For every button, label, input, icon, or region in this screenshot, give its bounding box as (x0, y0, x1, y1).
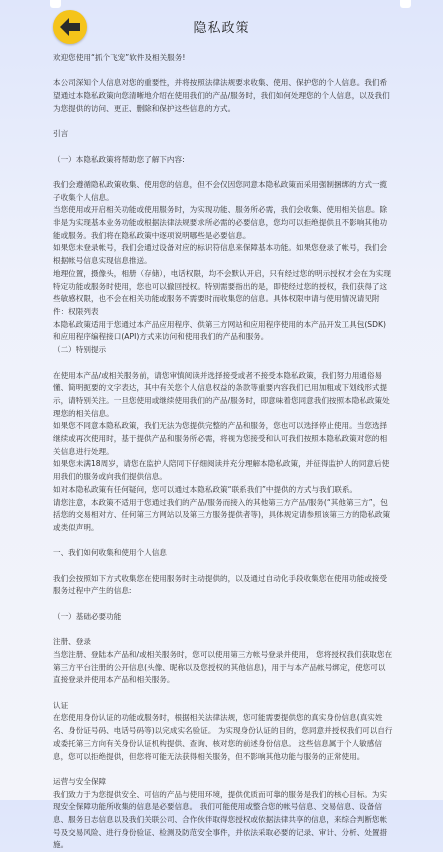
policy-paragraph: 欢迎您使用“抓个飞宠”软件及相关服务! (53, 53, 186, 62)
policy-paragraph: 如果您不同意本隐私政策，我们无法为您提供完整的产品和服务，您也可以选择停止使用。当您选择继续或再次使用时，基于提供产品和服务所必需，将视为您接受和认可我们按照本隐私政策对您的相关信息进行处理。 (53, 421, 388, 456)
status-indicator-right (400, 0, 411, 8)
top-bar (0, 8, 443, 46)
paragraph-spacer (53, 166, 393, 179)
policy-paragraph: 地理位置，摄像头，相册（存储），电话权限，均不会默认开启，只有经过您的明示授权才会在为实现特定功能或服务时使用，您也可以撤回授权。特别需要指出的是，即使经过您的授权，我们获得了这些敏感权限，也不会在相关功能或服务不需要时而收集您的信息。具体权限申请与使用情况请见附件：权限列表 (53, 268, 391, 316)
policy-paragraph: 当您使用或开启相关功能或使用服务时，为实现功能、服务所必需，我们会收集、使用相关信息。除非是为实现基本业务功能或根据法律法规要求所必需的必要信息，您均可以拒绝提供且不影响其他功能或服务。我们将在隐私政策中逐项说明哪些是必要信息。 (53, 205, 388, 240)
paragraph-spacer (53, 560, 393, 573)
policy-paragraph: 引言 (53, 129, 69, 139)
policy-paragraph: 我们会按照如下方式收集您在使用服务时主动提供的，以及通过自动化手段收集您在使用功能或接受服务过程中产生的信息: (53, 573, 388, 596)
paragraph-spacer (53, 598, 393, 611)
policy-paragraph: 当您注册、登陆本产品和/或相关服务时，您可以使用第三方帐号登录并使用， 您将授权我们获取您在第三方平台注册的公开信息(头像、昵称以及您授权的其他信息)，用于与本产品帐号绑定，使您可以直接登录并使用本产品和相关服务。 (53, 649, 393, 685)
policy-paragraph: 注册、登录 (53, 637, 91, 647)
paragraph-spacer (53, 687, 393, 700)
page-title: 隐私政策 (193, 21, 250, 36)
paragraph-spacer (53, 65, 393, 78)
policy-paragraph: （二）特别提示 (53, 345, 107, 355)
paragraph-spacer (53, 763, 393, 776)
paragraph-spacer (53, 624, 393, 637)
paragraph-spacer (53, 535, 393, 548)
paragraph-spacer (53, 116, 393, 129)
policy-paragraph: （一）本隐私政策将帮助您了解下内容: (53, 154, 185, 164)
paragraph-spacer (53, 357, 393, 370)
policy-paragraph: 在您使用身份认证的功能或服务时，根据相关法律法规，您可能需要提供您的真实身份信息(真实姓名、身份证号码、电话号码等)以完成实名验证。 为实现身份认证的目的，您同意并授权我们可以自行或委托第三方向有关身份认证机构提供、查询、核对您的前述身份信息。 这些信息属于个人敏感信息，您可以拒绝提供，但您将可能无法获得相关服务，但不影响其他功能与服务的正常使用。 (53, 713, 393, 761)
policy-paragraph: 如果您未登录帐号，我们会通过设备对应的标识符信息来保障基本功能。如果您登录了帐号，我们会根据帐号信息实现信息推送。 (53, 243, 388, 266)
policy-paragraph: 本公司深知个人信息对您的重要性，并将按照法律法规要求收集、使用、保护您的个人信息。我们希望通过本隐私政策向您清晰地介绍在使用我们的产品/服务时，我们如何处理您的个人信息，以及我们为您提供的访问、更正、删除和保护这些信息的方式。 (53, 78, 390, 113)
policy-paragraph: 在使用本产品/或相关服务前，请您审慎阅读并选择接受或者不接受本隐私政策，我们努力用通俗易懂、简明扼要的文字表达，其中有关您个人信息权益的条款等重要内容我们已用加粗或下划线形式提示，请特别关注。一旦您使用或继续使用我们的产品/服务时，即意味着您同意我们按照本隐私政策处理您的相关信息。 (53, 370, 390, 418)
policy-paragraph: 如对本隐私政策有任何疑问，您可以通过本隐私政策“联系我们”中提供的方式与我们联系。 (53, 484, 358, 494)
policy-paragraph: 本隐私政策适用于您通过本产品应用程序、供第三方网站和应用程序使用的本产品开发工具包(SDK)和应用程序编程接口(API)方式来访问和使用我们的产品和服务。 (53, 319, 386, 342)
policy-paragraph: 运营与安全保障 (53, 776, 107, 786)
policy-content (53, 52, 393, 852)
policy-paragraph: （一）基础必要功能 (53, 611, 122, 621)
policy-paragraph: 我们致力于为您提供安全、可信的产品与使用环境，提供优质而可靠的服务是我们的核心目标。为实现安全保障功能所收集的信息是必要信息。 我们可能使用或整合您的帐号信息、交易信息、设备信息、服务日志信息以及我们关联公司、合作伙伴取得您授权或依据法律共享的信息，来综合判断您帐号及交易风险、进行身份验证、检测及防范安全事件，并依法采取必要的记录、审计、分析、处置措施。 (53, 789, 388, 850)
status-bar (0, 0, 443, 8)
policy-paragraph: 一、我们如何收集和使用个人信息 (53, 548, 167, 558)
policy-paragraph: 请您注意，本政策不适用于您通过我们的产品/服务而接入的其他第三方产品/服务(“其他第三方”，包括您的交易相对方、任何第三方网站以及第三方服务提供者等)，具体规定请参照该第三方的隐私政策或类似声明。 (53, 497, 391, 532)
status-indicator-left (50, 0, 61, 8)
policy-paragraph: 我们会遵循隐私政策收集、使用您的信息，但不会仅因您同意本隐私政策而采用强制捆绑的方式一揽子收集个人信息。 (53, 179, 388, 202)
policy-paragraph: 如果您未满18周岁，请您在监护人陪同下仔细阅读并充分理解本隐私政策，并征得监护人的同意后使用我们的服务或向我们提供信息。 (53, 459, 390, 482)
paragraph-spacer (53, 141, 393, 154)
policy-paragraph: 认证 (53, 700, 69, 710)
